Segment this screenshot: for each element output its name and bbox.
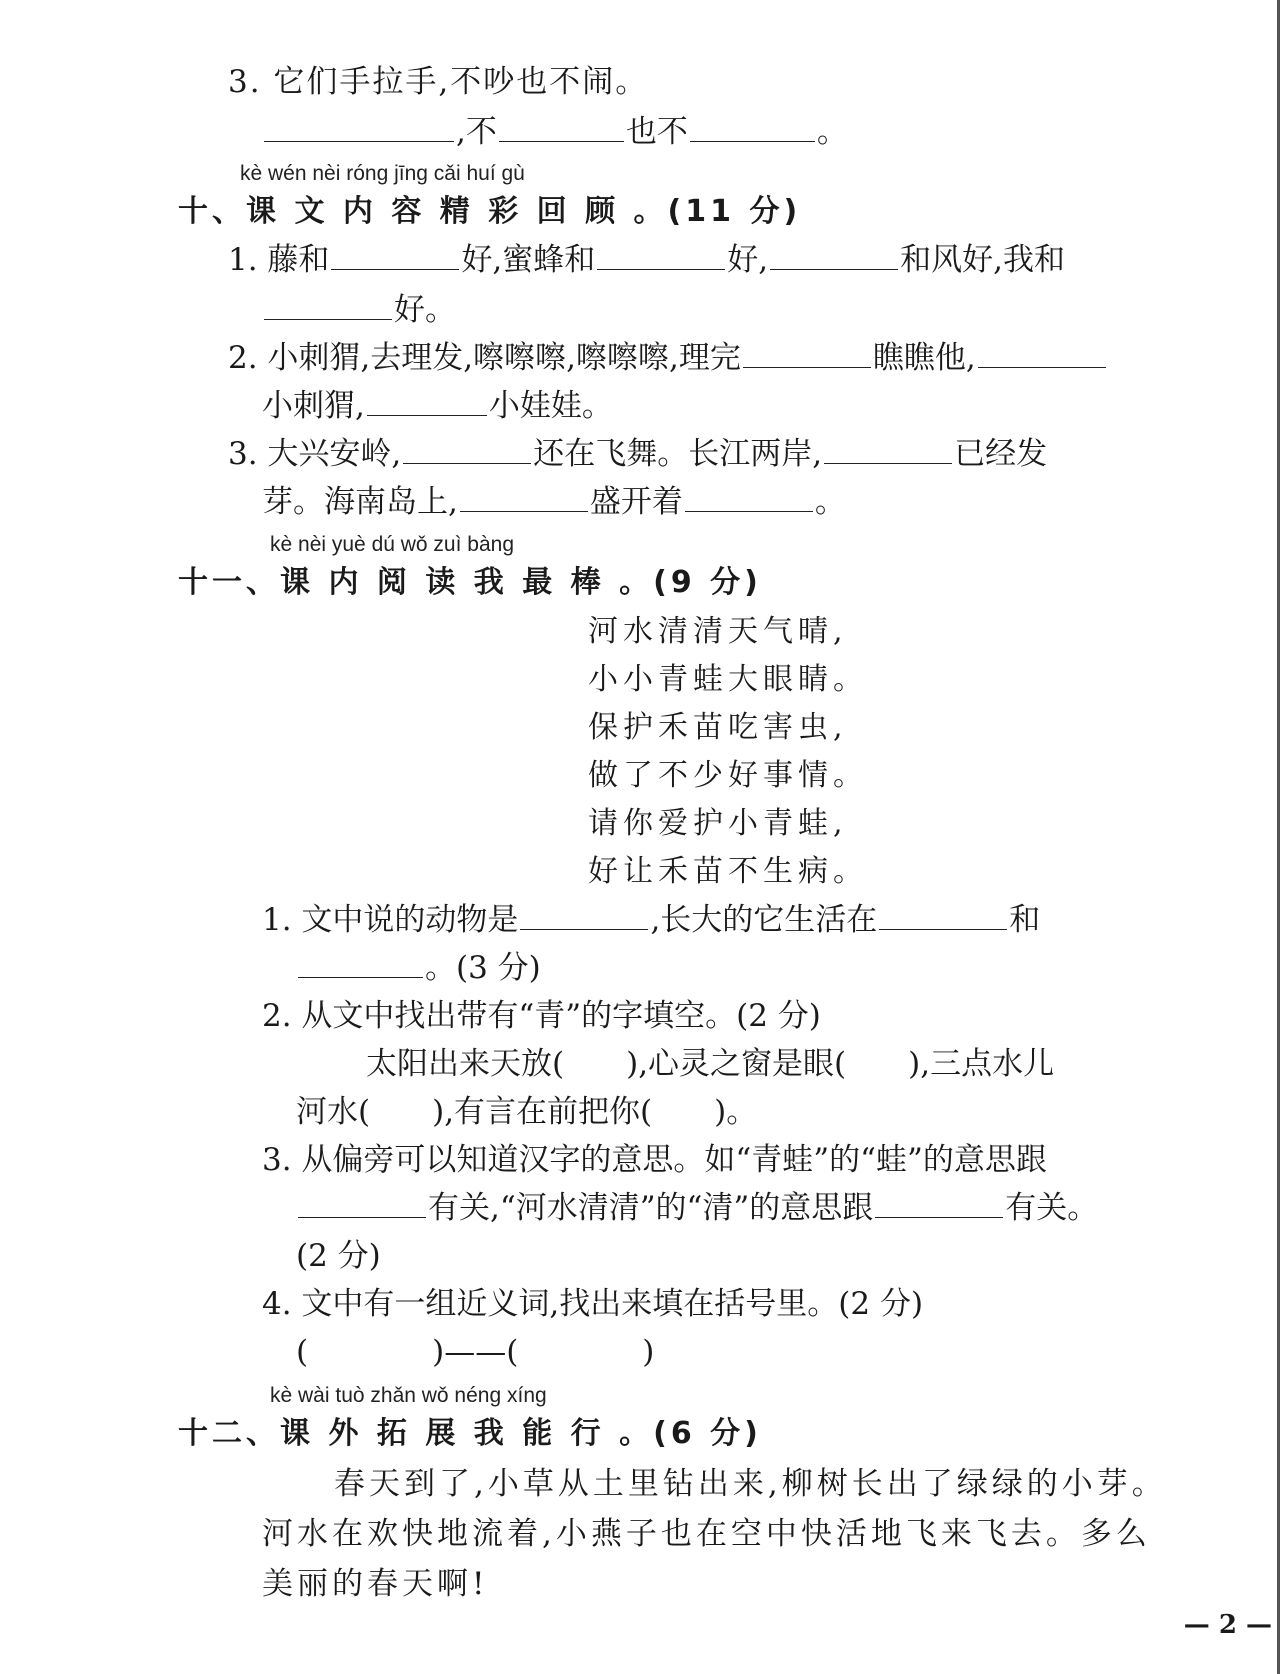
blank[interactable] bbox=[460, 485, 588, 512]
s11-q4-title: 4. 文中有一组近义词,找出来填在括号里。(2 分) bbox=[262, 1286, 924, 1322]
s10-q3-a: 3. 大兴安岭, bbox=[228, 436, 402, 472]
poem-line: 保护禾苗吃害虫, bbox=[588, 710, 848, 745]
blank[interactable] bbox=[743, 341, 871, 368]
blank[interactable] bbox=[367, 389, 487, 416]
s10-q1-line2 bbox=[262, 290, 456, 330]
blank[interactable] bbox=[770, 243, 898, 270]
s11-pinyin: kè nèi yuè dú wǒ zuì bàng bbox=[270, 533, 515, 556]
s11-q4-blank[interactable]: ( )——( ) bbox=[296, 1334, 655, 1370]
blank[interactable] bbox=[298, 1191, 426, 1218]
s9-q3-fill-line bbox=[262, 112, 848, 152]
s11-q1-a: 1. 文中说的动物是 bbox=[262, 902, 519, 938]
s10-q3-b: 还在飞舞。长江两岸, bbox=[533, 436, 823, 472]
s11-q3-line2 bbox=[296, 1188, 1098, 1228]
s10-q1-d: 和风好,我和 bbox=[900, 242, 1066, 278]
poem-line: 做了不少好事情。 bbox=[588, 758, 868, 793]
poem-line: 请你爱护小青蛙, bbox=[588, 806, 848, 841]
s10-q3-line1 bbox=[228, 434, 1047, 474]
s10-q1-e: 好。 bbox=[394, 292, 456, 328]
s10-q3-e: 盛开着 bbox=[589, 484, 683, 520]
blank[interactable] bbox=[331, 243, 459, 270]
s9-fill-b: ,不 bbox=[456, 114, 497, 150]
s10-q3-line2 bbox=[262, 482, 846, 522]
s9-fill-c: 也不 bbox=[625, 114, 688, 150]
s11-q1-d: 。(3 分) bbox=[425, 950, 541, 986]
s12-para-line2: 河水在欢快地流着,小燕子也在空中快活地飞来飞去。多么 bbox=[262, 1516, 1151, 1552]
s10-q3-d: 芽。海南岛上, bbox=[262, 484, 458, 520]
s10-q2-a: 2. 小刺猬,去理发,嚓嚓嚓,嚓嚓嚓,理完 bbox=[228, 340, 741, 376]
page-number: — 2 — bbox=[1183, 1610, 1272, 1640]
s10-q2-c: 小刺猬, bbox=[262, 388, 365, 424]
s10-q2-line2 bbox=[262, 386, 613, 426]
s11-q3-c: 有关。 bbox=[1005, 1190, 1099, 1226]
poem-line: 小小青蛙大眼睛。 bbox=[588, 662, 868, 697]
blank[interactable] bbox=[978, 341, 1106, 368]
s10-heading: 十、课 文 内 容 精 彩 回 顾 。(11 分) bbox=[178, 194, 802, 229]
blank[interactable] bbox=[298, 951, 423, 978]
s10-q1-c: 好, bbox=[727, 242, 769, 278]
s11-q1-line2 bbox=[296, 948, 541, 988]
s11-heading: 十一、课 内 阅 读 我 最 棒 。(9 分) bbox=[178, 565, 762, 600]
s10-pinyin: kè wén nèi róng jīng cǎi huí gù bbox=[240, 162, 525, 185]
blank[interactable] bbox=[685, 485, 813, 512]
poem-line: 河水清清天气晴, bbox=[588, 614, 848, 649]
blank[interactable] bbox=[690, 115, 815, 142]
s12-para-line3: 美丽的春天啊! bbox=[262, 1566, 489, 1602]
s10-q1-b: 好,蜜蜂和 bbox=[461, 242, 596, 278]
s12-para-line1: 春天到了,小草从土里钻出来,柳树长出了绿绿的小芽。 bbox=[334, 1466, 1167, 1502]
blank[interactable] bbox=[264, 115, 454, 142]
s11-q1-c: 和 bbox=[1009, 902, 1041, 938]
blank[interactable] bbox=[875, 1191, 1003, 1218]
s12-pinyin: kè wài tuò zhǎn wǒ néng xíng bbox=[270, 1384, 547, 1407]
s12-heading: 十二、课 外 拓 展 我 能 行 。(6 分) bbox=[178, 1416, 762, 1451]
blank[interactable] bbox=[879, 903, 1007, 930]
s10-q3-c: 已经发 bbox=[954, 436, 1048, 472]
s11-q1-b: ,长大的它生活在 bbox=[650, 902, 878, 938]
s10-q1-a: 1. 藤和 bbox=[228, 242, 330, 278]
s11-q2-title: 2. 从文中找出带有“青”的字填空。(2 分) bbox=[262, 998, 821, 1034]
s11-q2-line2: 河水( ),有言在前把你( )。 bbox=[296, 1094, 758, 1130]
s11-q3-b: 有关,“河水清清”的“清”的意思跟 bbox=[428, 1190, 874, 1226]
blank[interactable] bbox=[403, 437, 531, 464]
s11-q3-line1: 3. 从偏旁可以知道汉字的意思。如“青蛙”的“蛙”的意思跟 bbox=[262, 1142, 1047, 1178]
s10-q3-f: 。 bbox=[814, 484, 846, 520]
s10-q1-line1 bbox=[228, 240, 1065, 280]
s10-q2-line1 bbox=[228, 338, 1108, 378]
blank[interactable] bbox=[597, 243, 725, 270]
s11-q1-line1 bbox=[262, 900, 1040, 940]
s9-q3-sentence: 3. 它们手拉手,不吵也不闹。 bbox=[228, 64, 649, 100]
blank[interactable] bbox=[499, 115, 624, 142]
blank[interactable] bbox=[824, 437, 952, 464]
s10-q2-b: 瞧瞧他, bbox=[872, 340, 976, 376]
s9-fill-end: 。 bbox=[816, 114, 848, 150]
s11-q3-score: (2 分) bbox=[296, 1238, 381, 1274]
blank[interactable] bbox=[264, 293, 392, 320]
poem-line: 好让禾苗不生病。 bbox=[588, 854, 868, 889]
s11-q2-line1: 太阳出来天放( ),心灵之窗是眼( ),三点水儿 bbox=[366, 1046, 1055, 1082]
s10-q2-d: 小娃娃。 bbox=[488, 388, 613, 424]
blank[interactable] bbox=[520, 903, 648, 930]
